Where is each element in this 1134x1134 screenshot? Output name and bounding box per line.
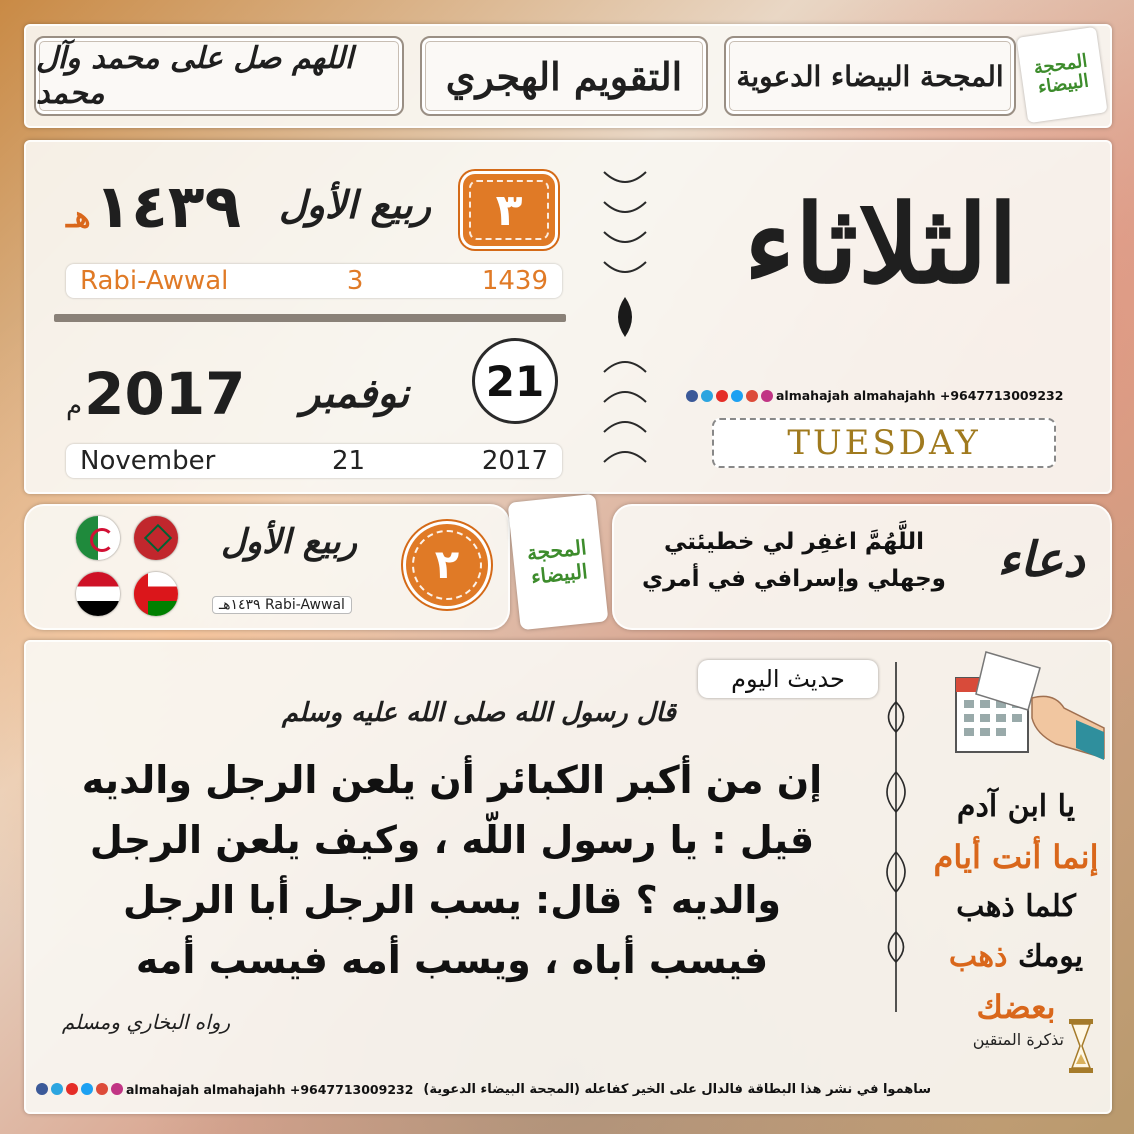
flag-oman-icon xyxy=(134,572,178,616)
next-day-panel xyxy=(24,504,510,630)
calendar-hand-icon xyxy=(936,648,1106,772)
divider xyxy=(54,314,566,322)
day-english-box xyxy=(712,418,1056,468)
day-english: TUESDAY xyxy=(787,423,981,463)
hijri-english-bar xyxy=(66,264,562,298)
hadith-line-4: فيسب أباه ، ويسب أمه فيسب أمه xyxy=(135,938,769,982)
gregorian-year-en: 2017 xyxy=(481,446,548,476)
gregorian-month-en: November xyxy=(80,446,216,476)
hijri-day-badge xyxy=(463,174,555,246)
gregorian-day-en: 21 xyxy=(332,446,366,476)
reminder-line-5: بعضك xyxy=(976,988,1056,1026)
hijri-month: ربيع الأول xyxy=(278,182,432,227)
gregorian-day-badge xyxy=(472,338,558,424)
gregorian-english-bar xyxy=(66,444,562,478)
hadith-panel xyxy=(24,640,1112,1114)
salawat-text: اللهم صل على محمد وآل محمد xyxy=(36,41,354,111)
day-social-line: almahajah almahajahh +9647713009232 xyxy=(686,388,1063,403)
gregorian-year xyxy=(66,360,246,428)
day-name: الثلاثاء xyxy=(744,182,1018,308)
ornament-vertical-icon xyxy=(876,662,916,1012)
hourglass-icon xyxy=(1068,1018,1094,1074)
hadith-line-2: قيل : يا رسول اللّه ، وكيف يلعن الرجل xyxy=(89,818,815,862)
flag-algeria-icon xyxy=(76,516,120,560)
brand-label: المجحة البيضاء الدعوية xyxy=(736,59,1004,93)
hijri-year-suffix: هـ xyxy=(66,200,91,235)
footer-note: (المجحة البيضاء الدعوية) ساهموا في نشر هذا البطاقة فالدال على الخير كفاعله xyxy=(423,1081,931,1097)
center-logo: المحجة البيضاء xyxy=(508,494,609,630)
hijri-year-value: ١٤٣٩ xyxy=(94,172,242,242)
reminder-line-2: إنما أنت أيام xyxy=(933,838,1099,876)
gregorian-year-value: 2017 xyxy=(84,360,246,428)
gregorian-month: نوفمبر xyxy=(300,370,410,417)
gregorian-year-suffix: م xyxy=(66,391,83,421)
page-title: التقويم الهجري xyxy=(445,53,683,99)
next-day-value: ٢ xyxy=(434,542,460,588)
dua-heading: دعاء xyxy=(997,532,1085,588)
hijri-day-value: ٣ xyxy=(495,184,523,236)
reminder-line-3: كلما ذهب xyxy=(956,889,1076,924)
next-day-sub-label: ١٤٣٩هـ Rabi-Awwal xyxy=(212,596,352,614)
flag-morocco-icon xyxy=(134,516,178,560)
hadith-body xyxy=(42,750,862,990)
next-day-badge xyxy=(406,524,488,606)
brand-logo xyxy=(1016,27,1107,123)
hijri-year xyxy=(66,172,241,242)
dua-line-2: وجهلي وإسرافي في أمري xyxy=(642,565,946,592)
next-day-month: ربيع الأول xyxy=(220,522,358,562)
header-panel xyxy=(24,24,1112,128)
hijri-year-en: 1439 xyxy=(481,266,548,296)
flag-egypt-icon xyxy=(76,572,120,616)
gregorian-day-value: 21 xyxy=(485,356,545,406)
ornament-divider-icon xyxy=(594,162,656,472)
hijri-day-en: 3 xyxy=(346,266,364,296)
title-frame xyxy=(420,36,708,116)
hadith-intro: قال رسول الله صلى الله عليه وسلم xyxy=(281,698,676,728)
brand-frame xyxy=(724,36,1016,116)
dua-line-1: اللَّهُمَّ اغفِر لي خطيئتي xyxy=(664,529,924,555)
reminder-line-4: يومك ذهب xyxy=(948,939,1084,974)
hadith-source: رواه البخاري ومسلم xyxy=(61,1010,231,1034)
reminder-text xyxy=(926,782,1106,1032)
date-panel xyxy=(24,140,1112,494)
dua-text xyxy=(624,524,964,598)
logo-text: المحجة البيضاء xyxy=(1032,50,1090,99)
reminder-line-1: يا ابن آدم xyxy=(956,789,1076,824)
salawat-frame xyxy=(34,36,404,116)
reminder-caption: تذكرة المتقين xyxy=(972,1030,1064,1049)
footer-social: almahajah almahajahh +9647713009232 xyxy=(36,1082,413,1097)
dua-panel xyxy=(612,504,1112,630)
hadith-badge: حديث اليوم xyxy=(698,660,878,698)
hadith-line-1: إن من أكبر الكبائر أن يلعن الرجل والديه xyxy=(81,758,823,802)
hadith-line-3: والديه ؟ قال: يسب الرجل أبا الرجل xyxy=(122,878,782,922)
hijri-month-en: Rabi-Awwal xyxy=(80,266,229,296)
footer xyxy=(36,1074,1100,1104)
